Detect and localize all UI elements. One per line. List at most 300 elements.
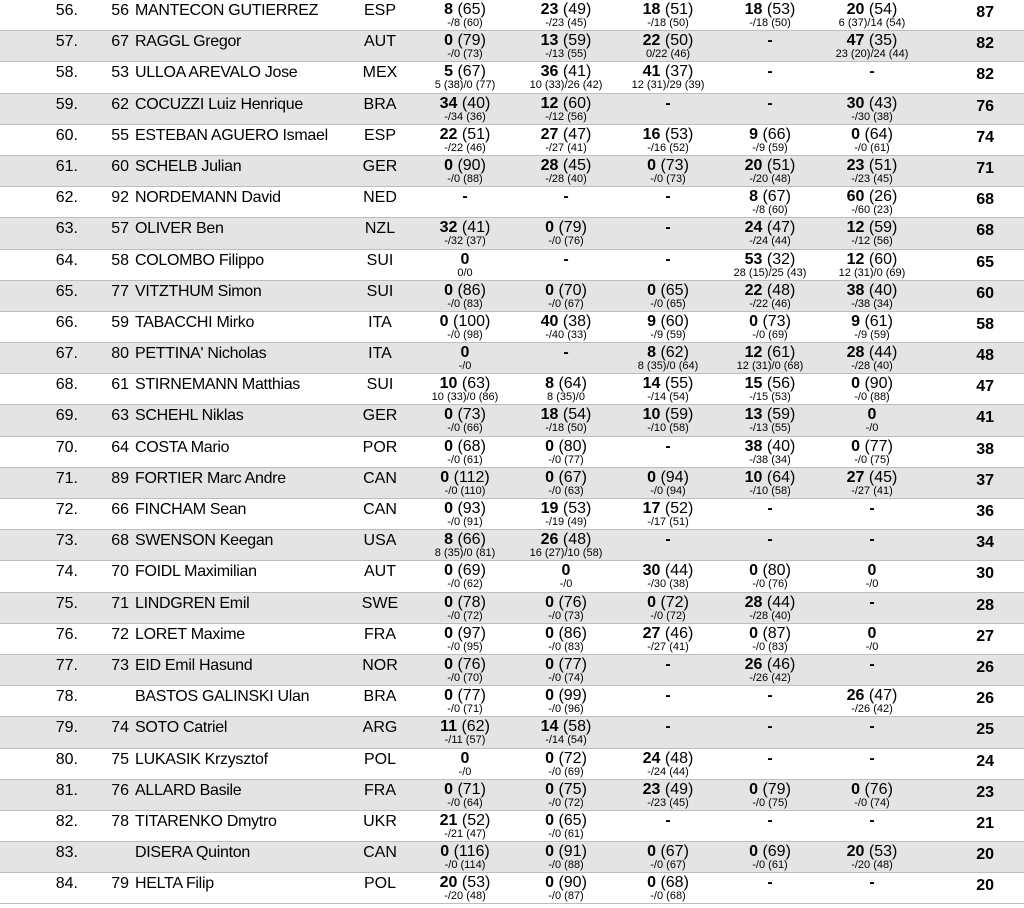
table-row <box>0 0 1024 31</box>
race-points: 0 <box>460 344 470 362</box>
race-points: 0 <box>647 468 656 486</box>
race-split-detail: -/0 (71) <box>447 703 483 716</box>
race-rank: (71) <box>457 780 486 798</box>
race-rank: (86) <box>558 624 587 642</box>
race-split-detail: -/8 (60) <box>447 17 483 29</box>
race-rank: (79) <box>558 219 587 237</box>
table-row <box>0 811 1024 842</box>
race-points: 0 <box>444 281 453 299</box>
race-points: 0 <box>545 780 554 798</box>
race-points: 14 <box>642 375 661 393</box>
table-row <box>0 686 1024 717</box>
race-points: 9 <box>749 125 758 143</box>
bib-cell: 62 <box>111 95 129 113</box>
race-rank: (62) <box>660 344 689 362</box>
race-rank: (68) <box>660 874 689 892</box>
rank-cell: 65. <box>55 282 78 300</box>
race-rank: (79) <box>457 32 486 50</box>
race-rank: (44) <box>766 593 796 611</box>
race-split-detail: -/23 (45) <box>647 796 689 809</box>
race-points: 41 <box>642 63 661 81</box>
table-row <box>0 218 1024 249</box>
athlete-name: SWENSON Keegan <box>135 532 274 550</box>
race-points: 24 <box>744 219 763 237</box>
race-rank: (94) <box>660 468 689 486</box>
race-rank: (116) <box>453 843 490 861</box>
race-split-detail: -/32 (37) <box>444 235 486 248</box>
race-points: 0 <box>545 468 554 486</box>
race-split-detail: -/0 (83) <box>548 640 584 653</box>
race-points: - <box>869 531 875 549</box>
race-split-detail: -/30 (38) <box>851 110 893 123</box>
table-row <box>0 499 1024 530</box>
race-points: 22 <box>439 125 458 143</box>
nation-code: ESP <box>363 126 396 144</box>
race-split-detail: 10 (33)/26 (42) <box>529 79 603 92</box>
rank-cell: 68. <box>55 376 78 394</box>
table-row <box>0 31 1024 62</box>
race-split-detail: -/10 (58) <box>647 422 689 435</box>
nation-code: SUI <box>366 376 394 394</box>
race-points: 19 <box>540 500 559 517</box>
race-points: - <box>869 500 875 517</box>
race-score-main <box>812 314 932 330</box>
race-score-main <box>812 283 932 299</box>
race-points: 0 <box>440 843 450 861</box>
race-split-detail: -/27 (41) <box>851 484 893 497</box>
race-points: - <box>767 718 773 736</box>
total-points: 23 <box>976 783 994 801</box>
race-points: 23 <box>642 780 661 798</box>
race-points: 18 <box>540 406 559 424</box>
total-points: 47 <box>976 378 994 396</box>
athlete-name: MANTECON GUTIERREZ <box>135 2 319 19</box>
rank-cell: 77. <box>55 656 78 674</box>
race-score-main <box>812 407 932 423</box>
race-score-main <box>812 782 932 798</box>
race-points: - <box>767 500 773 517</box>
race-split-detail: -/38 (34) <box>851 297 893 310</box>
race-points: 38 <box>744 437 763 455</box>
race-points: - <box>665 811 671 829</box>
rank-cell: 67. <box>55 345 78 363</box>
rank-cell: 72. <box>55 501 78 518</box>
total-points: 74 <box>976 128 994 146</box>
race-rank: (47) <box>562 125 592 143</box>
race-rank: (49) <box>664 780 694 798</box>
race-rank: (72) <box>660 593 689 611</box>
athlete-name: LINDGREN Emil <box>135 594 250 612</box>
bib-cell: 92 <box>111 189 129 207</box>
race-points: 0 <box>444 406 453 424</box>
athlete-name: COCUZZI Luiz Henrique <box>135 95 303 113</box>
race-points: 30 <box>846 94 865 112</box>
race-points: 0 <box>851 125 860 143</box>
rank-cell: 74. <box>55 563 78 581</box>
athlete-name: RAGGL Gregor <box>135 33 242 51</box>
race-points: 18 <box>642 1 661 18</box>
race-split-detail: -/40 (33) <box>545 328 587 341</box>
race-split-detail: -/27 (41) <box>647 640 689 653</box>
total-points: 34 <box>976 534 994 552</box>
athlete-name: SOTO Catriel <box>135 719 228 737</box>
athlete-name: LORET Maxime <box>135 625 245 643</box>
table-row <box>0 125 1024 156</box>
race-points: 0 <box>647 281 656 299</box>
nation-code: SUI <box>366 251 394 269</box>
race-points: 0 <box>749 562 758 580</box>
athlete-name: EID Emil Hasund <box>135 656 253 674</box>
race-score-main <box>812 345 932 361</box>
race-split-detail: -/0 (88) <box>548 859 584 872</box>
race-points: 0 <box>439 312 449 330</box>
athlete-name: ALLARD Basile <box>135 781 242 799</box>
race-split-detail: -/0 (70) <box>447 671 483 684</box>
race-points: - <box>665 188 671 206</box>
race-split-detail: -/26 (42) <box>749 671 791 684</box>
race-split-detail: 8 (35)/0 (81) <box>434 547 496 560</box>
athlete-name: COLOMBO Filippo <box>135 251 264 269</box>
race-split-detail: 12 (31)/29 (39) <box>631 79 705 92</box>
bib-cell: 70 <box>111 563 129 581</box>
athlete-name: FOIDL Maximilian <box>135 563 257 581</box>
race-split-detail: 12 (31)/0 (68) <box>736 360 804 373</box>
athlete-name: TITARENKO Dmytro <box>135 812 277 830</box>
race-split-detail: -/20 (48) <box>851 859 893 872</box>
nation-code: SWE <box>361 594 399 612</box>
bib-cell: 64 <box>111 438 129 456</box>
race-points: 12 <box>540 94 559 112</box>
race-points: 0 <box>545 624 554 642</box>
race-points: 5 <box>444 63 453 81</box>
race-rank: (90) <box>457 156 486 174</box>
race-points: - <box>767 749 773 767</box>
race-split-detail: 0/22 (46) <box>645 48 691 61</box>
race-rank: (53) <box>461 874 491 892</box>
race-split-detail: -/24 (44) <box>647 765 689 778</box>
race-rank: (37) <box>664 63 694 81</box>
race-rank: (67) <box>558 468 587 486</box>
race-points: 24 <box>642 749 661 767</box>
race-points: 8 <box>749 188 758 206</box>
athlete-name: SCHELB Julian <box>135 157 242 175</box>
race-rank: (69) <box>762 843 791 861</box>
race-rank: (40) <box>766 437 796 455</box>
race-score-main <box>812 595 932 611</box>
race-points: - <box>563 188 569 206</box>
nation-code: AUT <box>364 563 396 581</box>
race-points: - <box>563 250 569 268</box>
race-split-detail: -/0 (61) <box>854 141 890 154</box>
race-points: 28 <box>744 593 763 611</box>
race-rank: (32) <box>766 250 796 268</box>
race-split-detail: -/0 (75) <box>752 796 788 809</box>
athlete-name: NORDEMANN David <box>135 189 281 207</box>
race-rank: (79) <box>762 780 791 798</box>
race-split-detail: -/0 <box>865 422 879 435</box>
race-split-detail: -/0 (98) <box>447 328 483 341</box>
bib-cell: 53 <box>111 64 129 82</box>
race-rank: (50) <box>664 32 694 50</box>
race-rank: (54) <box>562 406 592 424</box>
race-rank: (80) <box>558 437 587 455</box>
race-split-detail: -/23 (45) <box>851 172 893 185</box>
race-rank: (47) <box>868 687 898 705</box>
race-rank: (59) <box>766 406 796 424</box>
race-split-detail: -/0 (110) <box>444 484 486 497</box>
race-points: - <box>869 718 875 736</box>
bib-cell: 71 <box>111 594 129 612</box>
race-split-detail: -/0 (88) <box>854 391 890 404</box>
race-rank: (52) <box>664 500 694 517</box>
race-split-detail: -/12 (56) <box>851 235 893 248</box>
race-rank: (45) <box>868 468 898 486</box>
athlete-name: BASTOS GALINSKI Ulan <box>135 688 310 706</box>
race-split-detail: -/0 (66) <box>447 422 483 435</box>
rank-cell: 75. <box>55 594 78 612</box>
race-split-detail: -/0 (114) <box>444 859 486 872</box>
race-split-detail: -/0 (65) <box>650 297 686 310</box>
bib-cell: 89 <box>111 469 129 487</box>
race-points: - <box>869 593 875 611</box>
race-points: 0 <box>545 437 554 455</box>
total-points: 58 <box>976 315 994 333</box>
race-split-detail: -/0 <box>559 578 573 591</box>
race-rank: (46) <box>766 655 796 673</box>
race-split-detail: -/22 (46) <box>444 141 486 154</box>
table-row <box>0 624 1024 655</box>
race-rank: (64) <box>766 468 796 486</box>
race-points: - <box>563 344 569 362</box>
race-rank: (53) <box>562 500 592 517</box>
rank-cell: 61. <box>55 157 78 175</box>
race-split-detail: -/13 (55) <box>545 48 587 61</box>
race-rank: (51) <box>461 125 491 143</box>
race-points: 10 <box>642 406 661 424</box>
race-split-detail: 16 (27)/10 (58) <box>529 547 603 560</box>
nation-code: BRA <box>363 688 397 706</box>
race-points: 0 <box>545 687 554 705</box>
race-rank: (53) <box>664 125 694 143</box>
race-split-detail: -/22 (46) <box>749 297 791 310</box>
race-points: 0 <box>545 281 554 299</box>
race-split-detail: -/0 (73) <box>447 48 483 61</box>
race-split-detail: 12 (31)/0 (69) <box>838 266 906 279</box>
race-rank: (65) <box>660 281 689 299</box>
table-row <box>0 468 1024 499</box>
bib-cell: 77 <box>111 282 129 300</box>
race-points: 21 <box>439 811 458 829</box>
race-split-detail: -/10 (58) <box>749 484 791 497</box>
race-score-main <box>812 127 932 143</box>
total-points: 20 <box>976 877 994 895</box>
race-split-detail: -/0 <box>865 578 879 591</box>
total-points: 48 <box>976 347 994 365</box>
race-points: 0 <box>749 312 758 330</box>
total-points: 60 <box>976 284 994 302</box>
race-rank: (72) <box>558 749 587 767</box>
race-split-detail: 10 (33)/0 (86) <box>431 391 499 404</box>
race-rank: (67) <box>762 188 791 206</box>
race-points: 30 <box>642 562 661 580</box>
race-points: 0 <box>545 593 554 611</box>
total-points: 68 <box>976 222 994 240</box>
race-rank: (61) <box>766 344 796 362</box>
race-points: 0 <box>444 593 453 611</box>
bib-cell: 76 <box>111 781 129 799</box>
race-points: - <box>665 437 671 455</box>
race-split-detail: -/18 (50) <box>749 17 791 29</box>
race-rank: (61) <box>864 312 893 330</box>
nation-code: NED <box>363 189 397 207</box>
race-rank: (91) <box>558 843 587 861</box>
race-rank: (55) <box>664 375 694 393</box>
race-split-detail: -/0 (67) <box>650 859 686 872</box>
race-rank: (64) <box>864 125 893 143</box>
bib-cell: 60 <box>111 157 129 175</box>
race-points: 0 <box>444 32 453 50</box>
rank-cell: 57. <box>55 33 78 51</box>
nation-code: BRA <box>363 95 397 113</box>
race-rank: (59) <box>868 219 898 237</box>
bib-cell: 55 <box>111 126 129 144</box>
table-row <box>0 94 1024 125</box>
race-points: 0 <box>867 562 877 580</box>
race-points: 20 <box>439 874 458 892</box>
race-split-detail: -/30 (38) <box>647 578 689 591</box>
bib-cell: 58 <box>111 251 129 269</box>
race-points: 8 <box>647 344 656 362</box>
bib-cell: 61 <box>111 376 129 394</box>
race-split-detail: -/0 (77) <box>548 453 584 466</box>
table-row <box>0 62 1024 93</box>
race-split-detail: -/11 (57) <box>444 734 486 747</box>
race-split-detail: -/34 (36) <box>444 110 486 123</box>
race-rank: (73) <box>660 156 689 174</box>
nation-code: ESP <box>363 2 396 19</box>
race-rank: (59) <box>562 32 592 50</box>
race-rank: (60) <box>562 94 592 112</box>
race-points: 0 <box>444 687 453 705</box>
total-points: 28 <box>976 596 994 614</box>
nation-code: ITA <box>368 345 392 363</box>
race-rank: (77) <box>558 655 587 673</box>
race-points: 0 <box>545 843 554 861</box>
race-split-detail: -/0 (88) <box>447 172 483 185</box>
race-points: 60 <box>846 188 865 206</box>
race-points: 0 <box>647 156 656 174</box>
race-score-main <box>812 439 932 455</box>
rank-cell: 83. <box>55 844 78 862</box>
race-points: 0 <box>867 406 877 424</box>
race-rank: (51) <box>868 156 898 174</box>
race-points: 20 <box>846 843 865 861</box>
race-points: 0 <box>545 811 554 829</box>
race-split-detail: -/0 (73) <box>548 609 584 622</box>
total-points: 71 <box>976 159 994 177</box>
race-points: 12 <box>846 219 865 237</box>
athlete-name: OLIVER Ben <box>135 220 224 238</box>
race-rank: (48) <box>766 281 796 299</box>
race-split-detail: 0/0 <box>457 266 473 279</box>
race-points: - <box>767 63 773 81</box>
race-points: 9 <box>647 312 656 330</box>
total-points: 36 <box>976 503 994 520</box>
race-points: 23 <box>846 156 865 174</box>
race-rank: (65) <box>558 811 587 829</box>
nation-code: UKR <box>363 812 397 830</box>
race-score-main <box>812 688 932 704</box>
rank-cell: 79. <box>55 719 78 737</box>
race-points: 0 <box>444 500 453 517</box>
nation-code: POL <box>363 875 396 893</box>
bib-cell: 72 <box>111 625 129 643</box>
race-points: 0 <box>444 562 453 580</box>
nation-code: POL <box>363 750 396 768</box>
race-split-detail: -/0 (75) <box>854 453 890 466</box>
race-points: 27 <box>540 125 559 143</box>
race-rank: (49) <box>562 1 592 18</box>
bib-cell: 80 <box>111 345 129 363</box>
race-points: - <box>665 718 671 736</box>
bib-cell: 68 <box>111 532 129 550</box>
race-rank: (66) <box>762 125 791 143</box>
race-points: 23 <box>540 1 559 18</box>
race-rank: (48) <box>562 531 592 549</box>
bib-cell: 73 <box>111 656 129 674</box>
race-split-detail: -/0 <box>458 765 472 778</box>
table-row <box>0 780 1024 811</box>
rank-cell: 76. <box>55 625 78 643</box>
race-split-detail: 6 (37)/14 (54) <box>838 17 906 29</box>
total-points: 65 <box>976 253 994 271</box>
total-points: 25 <box>976 721 994 739</box>
race-split-detail: -/18 (50) <box>647 17 689 29</box>
rank-cell: 62. <box>55 189 78 207</box>
bib-cell: 63 <box>111 407 129 425</box>
race-points: - <box>869 655 875 673</box>
total-points: 26 <box>976 690 994 708</box>
race-split-detail: -/0 (96) <box>548 703 584 716</box>
table-row <box>0 156 1024 187</box>
race-rank: (66) <box>457 531 486 549</box>
athlete-name: ESTEBAN AGUERO Ismael <box>135 126 328 144</box>
total-points: 24 <box>976 752 994 770</box>
race-rank: (77) <box>457 687 486 705</box>
total-points: 21 <box>976 814 994 832</box>
race-points: 27 <box>846 468 865 486</box>
table-row <box>0 717 1024 748</box>
race-rank: (54) <box>868 1 898 18</box>
race-split-detail: -/12 (56) <box>545 110 587 123</box>
nation-code: CAN <box>363 844 397 862</box>
total-points: 87 <box>976 4 994 21</box>
race-points: 15 <box>744 375 763 393</box>
total-points: 82 <box>976 35 994 53</box>
race-split-detail: 8 (35)/0 <box>547 391 585 404</box>
race-rank: (70) <box>558 281 587 299</box>
total-points: 20 <box>976 846 994 864</box>
race-points: 0 <box>444 780 453 798</box>
race-split-detail: -/18 (50) <box>545 422 587 435</box>
race-score-main <box>812 532 932 548</box>
race-rank: (59) <box>664 406 694 424</box>
race-split-detail: 28 (15)/25 (43) <box>733 266 807 279</box>
race-points: 26 <box>540 531 559 549</box>
race-points: 0 <box>460 749 470 767</box>
nation-code: FRA <box>364 625 396 643</box>
race-score-main <box>812 875 932 891</box>
